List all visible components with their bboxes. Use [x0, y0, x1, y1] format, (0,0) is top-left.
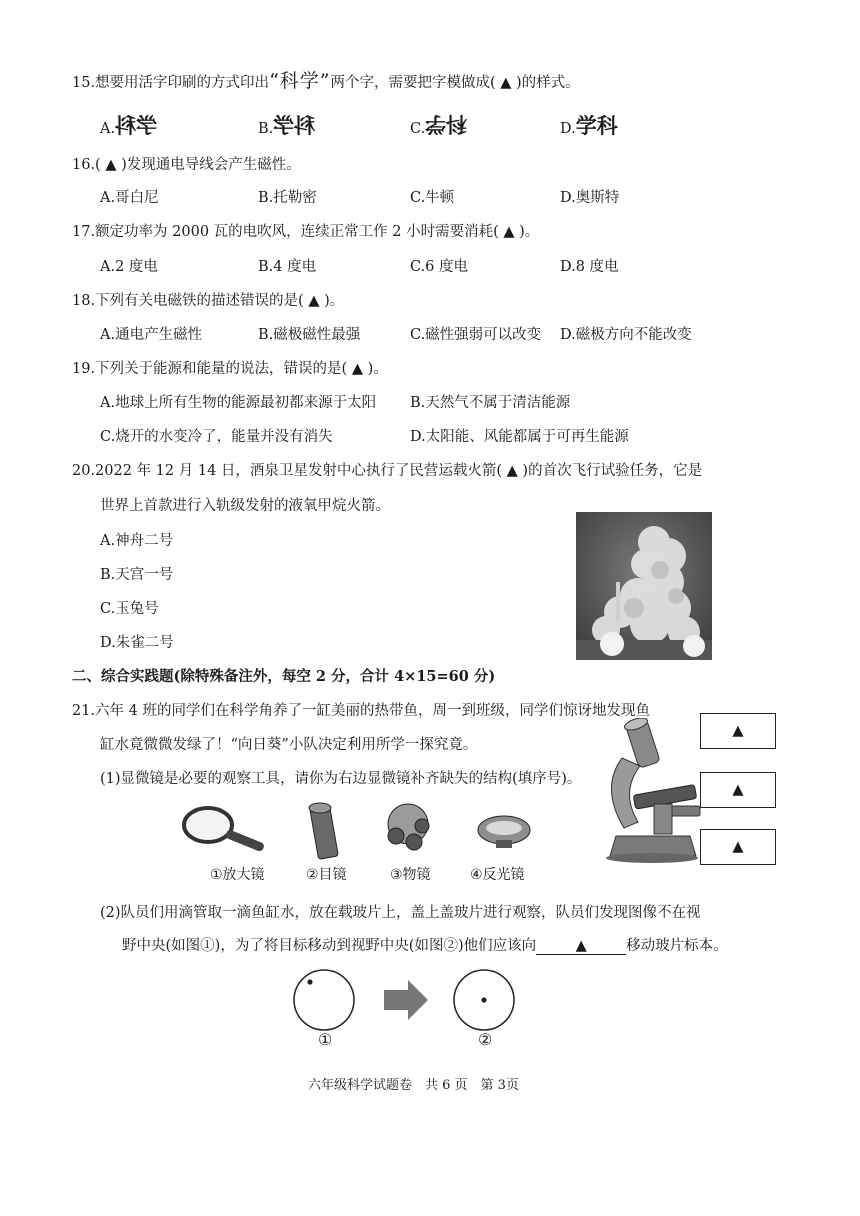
- q20-stem-line1: 20.2022 年 12 月 14 日，酒泉卫星发射中心执行了民营运载火箭( ▲ )的首次飞行试验任务，它是: [72, 463, 703, 479]
- q15-option-c: [410, 110, 467, 140]
- q18-option-c: C.磁性强弱可以改变: [410, 327, 542, 343]
- q15-stem-post: 两个字，需要把字模做成( ▲ )的样式。: [330, 75, 580, 91]
- q19-option-b: B.天然气不属于清洁能源: [410, 395, 571, 411]
- microscope-illustration: [594, 718, 704, 868]
- answer-blank[interactable]: ▲: [536, 938, 626, 955]
- q16-option-b: B.托勒密: [258, 190, 317, 206]
- q19-option-d: D.太阳能、风能都属于可再生能源: [410, 429, 629, 445]
- part-label-1: ①放大镜: [210, 867, 265, 883]
- q21-line2: 缸水竟微微发绿了！“向日葵”小队决定利用所学一探究竟。: [100, 737, 478, 753]
- q15-option-a: [100, 110, 157, 140]
- q18-option-b: B.磁极磁性最强: [258, 327, 361, 343]
- q17-option-c: C.6 度电: [410, 259, 469, 275]
- option-flipped-text: 科学: [425, 112, 468, 136]
- q17-stem: 17.额定功率为 2000 瓦的电吹风，连续正常工作 2 小时需要消耗( ▲ )。: [72, 224, 540, 240]
- answer-box-2[interactable]: [700, 772, 776, 808]
- option-normal-text: 学科: [575, 114, 618, 138]
- q21-sub1: (1)显微镜是必要的观察工具，请你为右边显微镜补齐缺失的结构(填序号)。: [100, 771, 582, 787]
- q19-option-a: A.地球上所有生物的能源最初都来源于太阳: [100, 395, 377, 411]
- answer-box-1[interactable]: [700, 713, 776, 749]
- q19-option-c: C.烧开的水变冷了，能量并没有消失: [100, 429, 333, 445]
- figure-label-1: ①: [318, 1030, 333, 1049]
- q15-option-b: [258, 110, 315, 140]
- q19-stem: 19.下列关于能源和能量的说法，错误的是( ▲ )。: [72, 361, 388, 377]
- q15-stem: [72, 66, 580, 93]
- option-letter: D.: [560, 121, 576, 137]
- part-label-2: ②目镜: [306, 867, 347, 883]
- sub2-line2-post: 移动玻片标本。: [626, 938, 728, 954]
- option-letter: B.: [258, 121, 274, 137]
- q21-sub2-line1: (2)队员们用滴管取一滴鱼缸水，放在载玻片上，盖上盖玻片进行观察，队员们发现图像不在视: [100, 905, 701, 921]
- objective-image: [380, 800, 436, 856]
- q16-option-c: C.牛顿: [410, 190, 455, 206]
- q16-stem: 16.( ▲ )发现通电导线会产生磁性。: [72, 157, 301, 173]
- rocket-launch-photo: [576, 512, 712, 660]
- q20-option-a: A.神舟二号: [100, 533, 174, 549]
- mirror-image: [474, 810, 534, 852]
- q20-option-d: D.朱雀二号: [100, 635, 174, 651]
- target-dot-offcenter: [307, 979, 312, 984]
- q21-sub2-line2: [122, 934, 728, 955]
- option-letter: C.: [410, 121, 426, 137]
- answer-marker: ▲: [732, 839, 744, 855]
- sub2-line2-pre: 野中央(如图①)，为了将目标移动到视野中央(如图②)他们应该向: [122, 938, 537, 954]
- figure-label-2: ②: [478, 1030, 493, 1049]
- q16-option-a: A.哥白尼: [100, 190, 159, 206]
- q20-option-c: C.玉兔号: [100, 601, 159, 617]
- q20-option-b: B.天宫一号: [100, 567, 174, 583]
- page-footer: 六年级科学试题卷 共 6 页 第 3页: [308, 1078, 519, 1093]
- answer-box-3[interactable]: [700, 829, 776, 865]
- answer-marker: ▲: [732, 782, 744, 798]
- option-letter: A.: [100, 121, 116, 137]
- q18-option-d: D.磁极方向不能改变: [560, 327, 692, 343]
- q18-stem: 18.下列有关电磁铁的描述错误的是( ▲ )。: [72, 293, 345, 309]
- eyepiece-image: [306, 800, 346, 862]
- option-mirror-text: 学科: [115, 114, 158, 138]
- q21-line1: 21.六年 4 班的同学们在科学角养了一缸美丽的热带鱼，周一到班级，同学们惊讶地发现鱼: [72, 703, 650, 719]
- q17-option-d: D.8 度电: [560, 259, 619, 275]
- q15-stem-quote: “科学”: [269, 70, 331, 92]
- answer-marker: ▲: [732, 723, 744, 739]
- q15-stem-pre: 15.想要用活字印刷的方式印出: [72, 75, 270, 91]
- option-mirror-text: 科学: [273, 114, 316, 138]
- target-dot-center: [481, 997, 486, 1002]
- part-label-3: ③物镜: [390, 867, 431, 883]
- q20-stem-line2: 世界上首款进行入轨级发射的液氧甲烷火箭。: [100, 498, 390, 514]
- q16-option-d: D.奥斯特: [560, 190, 620, 206]
- q17-option-a: A.2 度电: [100, 259, 158, 275]
- arrow-icon: [384, 980, 428, 1020]
- magnifier-image: [180, 803, 272, 855]
- q15-option-d: [560, 110, 618, 140]
- q17-option-b: B.4 度电: [258, 259, 317, 275]
- q18-option-a: A.通电产生磁性: [100, 327, 203, 343]
- field-of-view-figure: [288, 968, 528, 1032]
- view-circle-1: [294, 970, 354, 1030]
- part-label-4: ④反光镜: [470, 867, 525, 883]
- section-heading: 二、综合实践题(除特殊备注外，每空 2 分，合计 4×15=60 分): [72, 668, 496, 685]
